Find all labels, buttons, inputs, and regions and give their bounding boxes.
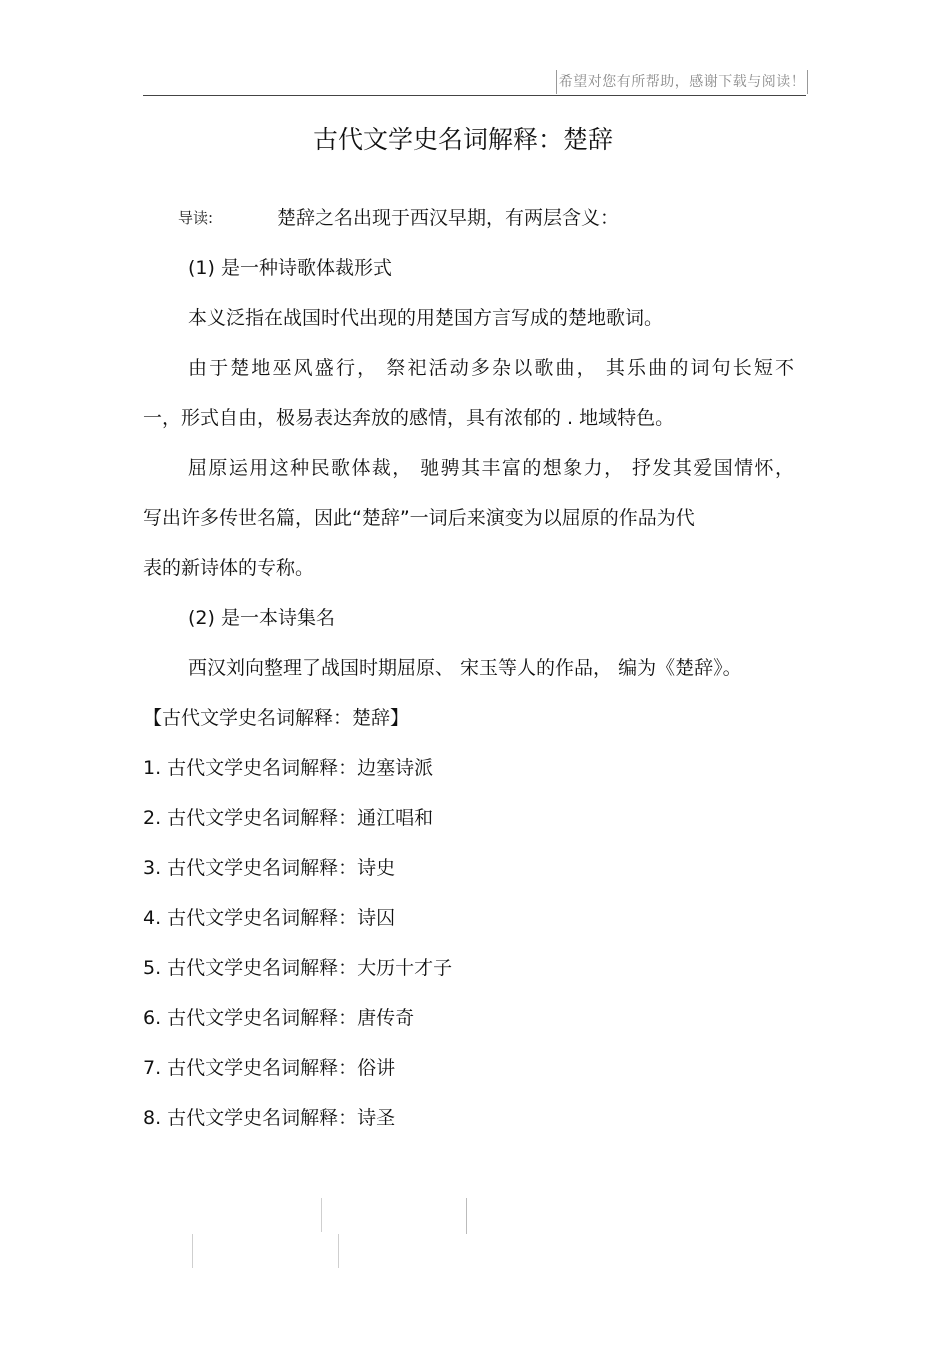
- bracket-title: 【古代文学史名词解释：楚辞】: [143, 707, 410, 729]
- paragraph-3-line-1: 屈原运用这种民歌体裁， 驰骋其丰富的想象力， 抒发其爱国情怀，: [188, 457, 794, 479]
- meaning-1-title: (1) 是一种诗歌体裁形式: [188, 257, 392, 279]
- guide-label: 导读:: [178, 209, 214, 227]
- paragraph-3-line-2: 写出许多传世名篇，因此“楚辞”一词后来演变为以屈原的作品为代: [143, 507, 695, 529]
- paragraph-2-line-1: 由于楚地巫风盛行， 祭祀活动多杂以歌曲， 其乐曲的词句长短不: [188, 357, 794, 379]
- scan-mark: [338, 1234, 339, 1268]
- related-link[interactable]: 4. 古代文学史名词解释：诗囚: [143, 907, 396, 929]
- paragraph-1: 本义泛指在战国时代出现的用楚国方言写成的楚地歌词。: [188, 307, 664, 329]
- scan-mark: [466, 1198, 467, 1234]
- related-link[interactable]: 2. 古代文学史名词解释：通江唱和: [143, 807, 434, 829]
- header-note: 希望对您有所帮助，感谢下载与阅读！: [556, 70, 808, 94]
- paragraph-4: 西汉刘向整理了战国时期屈原、 宋玉等人的作品， 编为《楚辞》。: [188, 657, 742, 679]
- related-link[interactable]: 6. 古代文学史名词解释：唐传奇: [143, 1007, 415, 1029]
- scan-mark: [321, 1198, 322, 1232]
- guide-text: 楚辞之名出现于西汉早期，有两层含义：: [277, 207, 620, 229]
- paragraph-3-line-3: 表的新诗体的专称。: [143, 557, 315, 579]
- related-link[interactable]: 8. 古代文学史名词解释：诗圣: [143, 1107, 396, 1129]
- scan-mark: [192, 1234, 193, 1268]
- related-link[interactable]: 1. 古代文学史名词解释：边塞诗派: [143, 757, 434, 779]
- related-link[interactable]: 7. 古代文学史名词解释：俗讲: [143, 1057, 396, 1079]
- header-rule: [143, 95, 806, 96]
- related-link[interactable]: 3. 古代文学史名词解释：诗史: [143, 857, 396, 879]
- paragraph-2-line-2: 一，形式自由，极易表达奔放的感情，具有浓郁的 . 地域特色。: [143, 407, 675, 429]
- meaning-2-title: (2) 是一本诗集名: [188, 607, 335, 629]
- related-link[interactable]: 5. 古代文学史名词解释：大历十才子: [143, 957, 453, 979]
- page-title: 古代文学史名词解释：楚辞: [312, 125, 613, 154]
